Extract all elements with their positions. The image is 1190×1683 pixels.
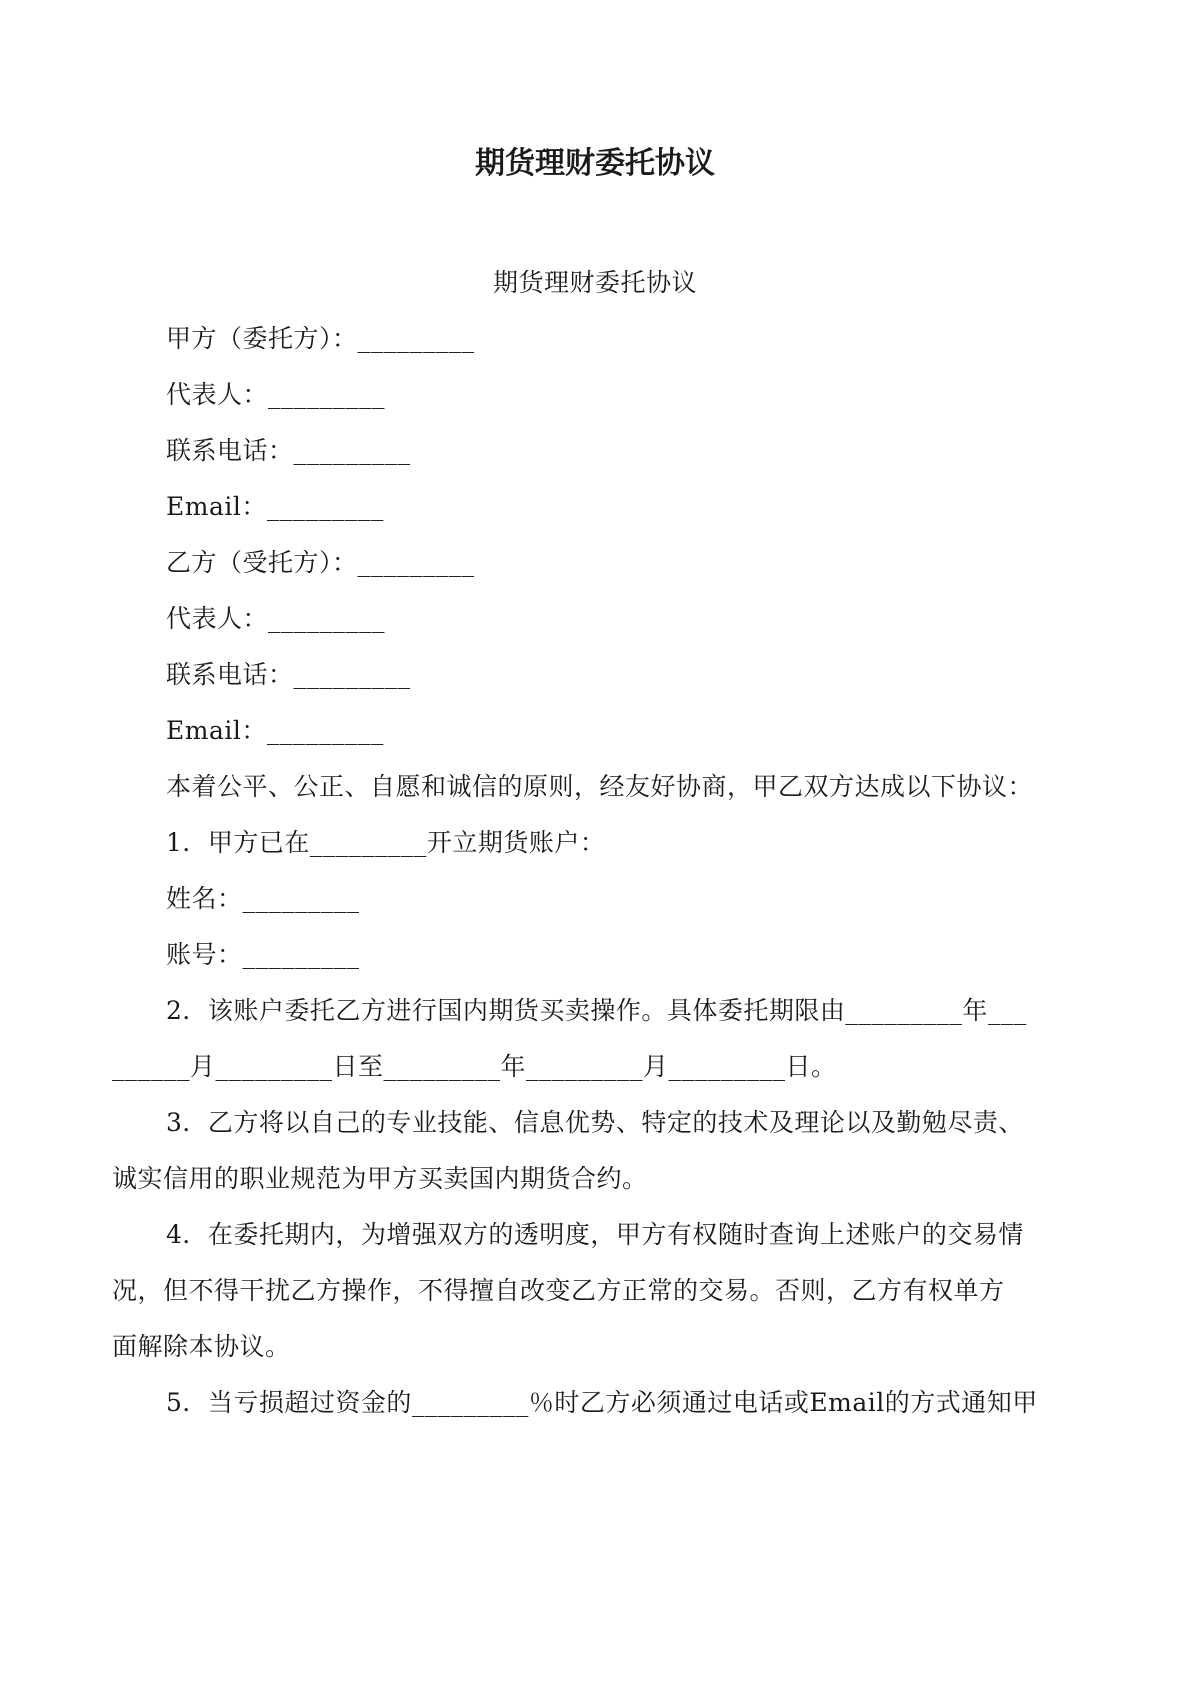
party-a-phone-field: 联系电话：_________ [166, 436, 411, 465]
clause-2-line-2: ______月_________日至_________年_________月_________日。 [112, 1052, 837, 1081]
document-title: 期货理财委托协议 [475, 146, 715, 181]
clause-3-line-1: 3．乙方将以自己的专业技能、信息优势、特定的技术及理论以及勤勉尽责、 [166, 1108, 1024, 1137]
clause-3-line-2: 诚实信用的职业规范为甲方买卖国内期货合约。 [112, 1164, 648, 1193]
party-a-field: 甲方（委托方）：_________ [166, 324, 475, 353]
clause-2-line-1: 2．该账户委托乙方进行国内期货买卖操作。具体委托期限由_________年___ [166, 996, 1027, 1025]
account-number-field: 账号：_________ [166, 940, 360, 969]
party-a-email-field: Email：_________ [166, 492, 384, 521]
preamble-paragraph: 本着公平、公正、自愿和诚信的原则，经友好协商，甲乙双方达成以下协议： [166, 772, 1034, 801]
party-b-representative-field: 代表人：_________ [166, 604, 386, 633]
document-subtitle: 期货理财委托协议 [492, 268, 697, 297]
clause-4-line-2: 况，但不得干扰乙方操作，不得擅自改变乙方正常的交易。否则，乙方有权单方 [112, 1276, 1005, 1305]
party-b-field: 乙方（受托方）：_________ [166, 548, 475, 577]
clause-4-line-3: 面解除本协议。 [112, 1332, 291, 1361]
clause-5-line-1: 5．当亏损超过资金的_________％时乙方必须通过电话或Email的方式通知甲 [166, 1388, 1038, 1417]
account-name-field: 姓名：_________ [166, 884, 360, 913]
clause-1: 1．甲方已在_________开立期货账户： [166, 828, 606, 857]
party-b-phone-field: 联系电话：_________ [166, 660, 411, 689]
party-b-email-field: Email：_________ [166, 716, 384, 745]
clause-4-line-1: 4．在委托期内，为增强双方的透明度，甲方有权随时查询上述账户的交易情 [166, 1220, 1024, 1249]
party-a-representative-field: 代表人：_________ [166, 380, 386, 409]
